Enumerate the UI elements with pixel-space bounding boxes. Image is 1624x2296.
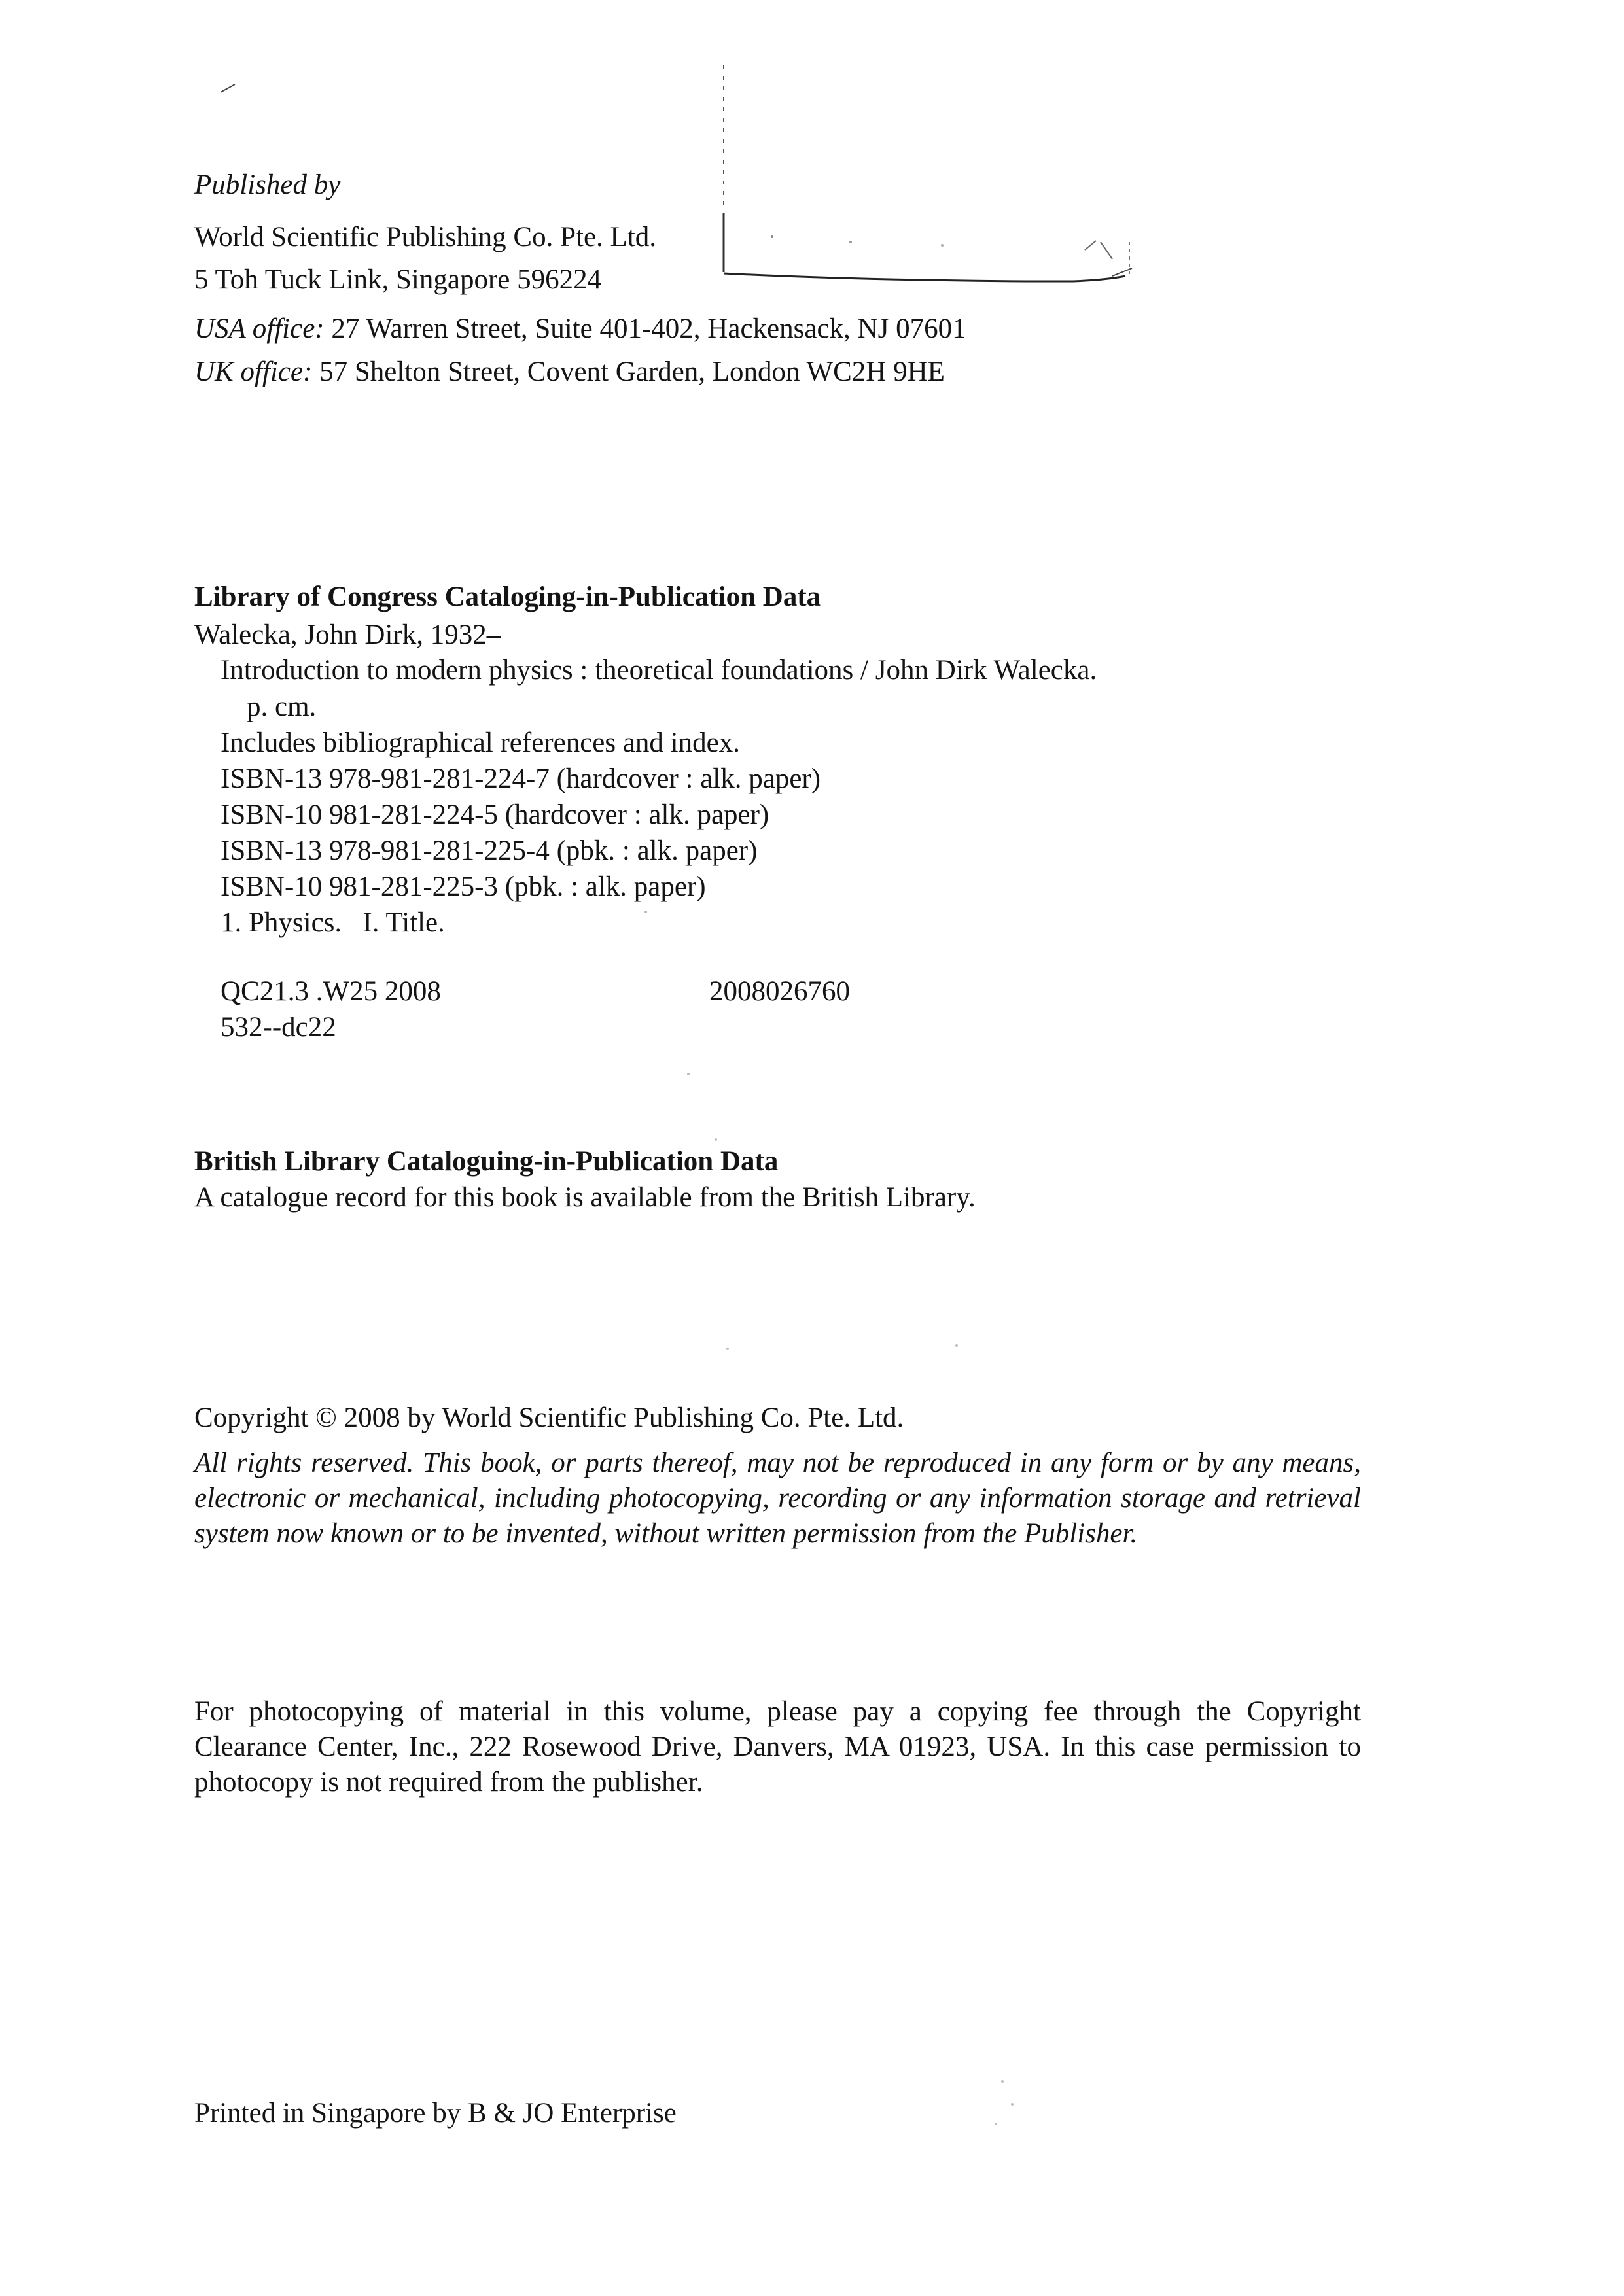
publisher-name: World Scientific Publishing Co. Pte. Ltd. — [194, 222, 657, 252]
published-by-label: Published by — [194, 169, 341, 200]
scan-speck — [644, 911, 647, 913]
loc-heading: Library of Congress Cataloging-in-Publication Data — [194, 582, 821, 612]
bl-text: A catalogue record for this book is available from the British Library. — [194, 1182, 976, 1213]
loc-author: Walecka, John Dirk, 1932– — [194, 619, 501, 650]
uk-office-label: UK office: — [194, 357, 313, 387]
uk-office — [194, 354, 945, 391]
scan-speck — [1011, 2103, 1014, 2106]
scan-speck — [715, 1138, 717, 1141]
rights-line: electronic or mechanical, including photocopying, recording or any information storage and retrieval — [194, 1483, 1361, 1514]
bl-heading: British Library Cataloguing-in-Publication Data — [194, 1146, 779, 1177]
photocopy-line: For photocopying of material in this volume, please pay a copying fee through the Copyright — [194, 1696, 1361, 1727]
usa-office — [194, 311, 966, 347]
loc-subjects: 1. Physics. I. Title. — [221, 907, 445, 938]
rights-statement — [194, 1446, 1361, 1552]
stamp-box — [720, 65, 1139, 291]
loc-isbn: ISBN-10 981-281-225-3 (pbk. : alk. paper) — [221, 871, 706, 902]
loc-title: Introduction to modern physics : theoretical foundations / John Dirk Walecka. — [221, 655, 1097, 686]
photocopy-notice — [194, 1694, 1361, 1800]
scan-mark — [219, 82, 239, 95]
scan-speck — [687, 1073, 690, 1075]
usa-office-label: USA office: — [194, 313, 325, 344]
photocopy-line: photocopy is not required from the publisher. — [194, 1767, 703, 1798]
loc-isbn: ISBN-13 978-981-281-225-4 (pbk. : alk. paper) — [221, 835, 758, 866]
loc-call-number: QC21.3 .W25 2008 — [221, 976, 441, 1007]
loc-pages: p. cm. — [247, 691, 317, 722]
loc-isbn: ISBN-10 981-281-224-5 (hardcover : alk. paper) — [221, 799, 769, 830]
usa-office-address: 27 Warren Street, Suite 401-402, Hackensack, NJ 07601 — [331, 313, 966, 344]
scan-speck — [955, 1344, 958, 1347]
printer-line: Printed in Singapore by B & JO Enterprise — [194, 2098, 677, 2129]
copyright-notice: Copyright © 2008 by World Scientific Publishing Co. Pte. Ltd. — [194, 1402, 904, 1433]
publisher-address: 5 Toh Tuck Link, Singapore 596224 — [194, 264, 602, 295]
loc-control-number: 2008026760 — [709, 976, 850, 1007]
loc-isbn: ISBN-13 978-981-281-224-7 (hardcover : alk. paper) — [221, 763, 821, 794]
scan-speck — [995, 2123, 997, 2125]
photocopy-line: Clearance Center, Inc., 222 Rosewood Drive, Danvers, MA 01923, USA. In this case permission to — [194, 1731, 1361, 1762]
loc-bibliography: Includes bibliographical references and index. — [221, 727, 740, 758]
uk-office-address: 57 Shelton Street, Covent Garden, London WC2H 9HE — [319, 357, 945, 387]
scan-speck — [726, 1348, 729, 1350]
scan-speck — [1001, 2080, 1004, 2083]
loc-dewey: 532--dc22 — [221, 1012, 336, 1043]
rights-line: All rights reserved. This book, or parts thereof, may not be reproduced in any form or by any means, — [194, 1448, 1361, 1478]
rights-line: system now known or to be invented, without written permission from the Publisher. — [194, 1518, 1138, 1549]
